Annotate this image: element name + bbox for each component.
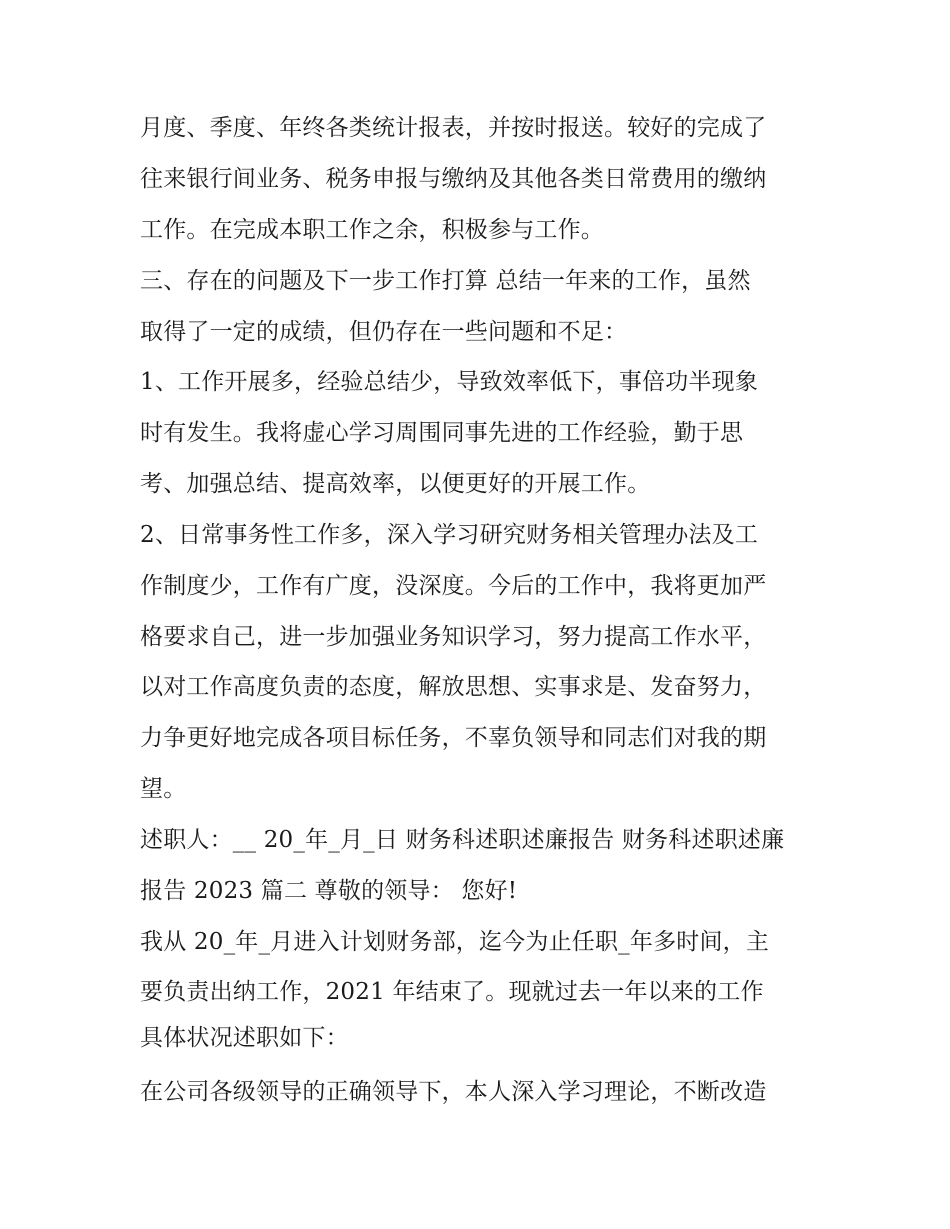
text-line: 格要求自己，进一步加强业务知识学习，努力提高工作水平， <box>140 624 767 650</box>
text-line: 要负责出纳工作，2021 年结束了。现就过去一年以来的工作 <box>140 979 764 1005</box>
text-line: 月度、季度、年终各类统计报表，并按时报送。较好的完成了 <box>140 115 767 141</box>
text-line: 工作。在完成本职工作之余，积极参与工作。 <box>140 217 604 243</box>
text-line: 具体状况述职如下： <box>140 1025 349 1051</box>
text-line: 力争更好地完成各项目标任务，不辜负领导和同志们对我的期 <box>140 725 767 751</box>
text-line: 望。 <box>140 776 187 802</box>
text-line: 1、工作开展多，经验总结少，导致效率低下，事倍功半现象 <box>140 369 759 395</box>
text-line: 我从 20_年_月进入计划财务部，迄今为止任职_年多时间，主 <box>140 929 770 955</box>
text-line: 考、加强总结、提高效率，以便更好的开展工作。 <box>140 471 651 497</box>
text-line: 以对工作高度负责的态度，解放思想、实事求是、发奋努力， <box>140 674 767 700</box>
text-line: 报告 2023 篇二 尊敬的领导： 您好! <box>140 878 518 904</box>
text-line: 述职人：__ 20_年_月_日 财务科述职述廉报告 财务科述职述廉 <box>140 827 785 853</box>
text-line: 在公司各级领导的正确领导下，本人深入学习理论，不断改造 <box>140 1079 767 1105</box>
text-line: 2、日常事务性工作多，深入学习研究财务相关管理办法及工 <box>140 522 759 548</box>
text-line: 作制度少，工作有广度，没深度。今后的工作中，我将更加严 <box>140 573 767 599</box>
text-line: 时有发生。我将虚心学习周围同事先进的工作经验，勤于思 <box>140 420 744 446</box>
text-line: 三、存在的问题及下一步工作打算 总结一年来的工作，虽然 <box>140 268 751 294</box>
text-line: 往来银行间业务、税务申报与缴纳及其他各类日常费用的缴纳 <box>140 166 767 192</box>
text-line: 取得了一定的成绩，但仍存在一些问题和不足： <box>140 319 628 345</box>
